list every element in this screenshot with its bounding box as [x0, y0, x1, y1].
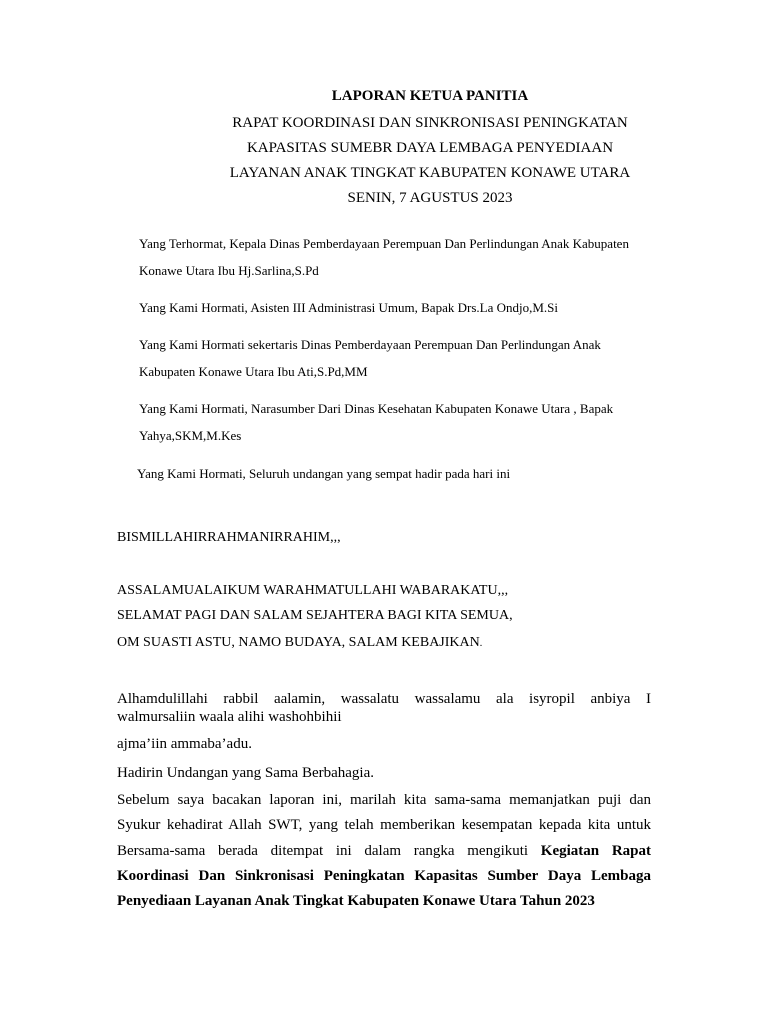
paragraph-1-line-1: Sebelum saya bacakan laporan ini, marilah kita sama-sama memanjatkan puji dan — [117, 792, 651, 808]
alhamdulillah-paragraph — [117, 690, 651, 726]
greeting-4-line-1: Yang Kami Hormati, Narasumber Dari Dinas Kesehatan Kabupaten Konawe Utara , Bapak — [139, 401, 614, 416]
event-title-line-1: RAPAT KOORDINASI DAN SINKRONISASI PENINGKATAN — [232, 115, 628, 131]
paragraph-1-line-3-bold: Kegiatan Rapat — [540, 843, 651, 859]
paragraph-1-line-3 — [117, 843, 651, 860]
salam-line-3-text: OM SUASTI ASTU, NAMO BUDAYA, SALAM KEBAJIKAN — [117, 635, 480, 650]
paragraph-1-line-4: Koordinasi Dan Sinkronisasi Peningkatan Kapasitas Sumber Daya Lembaga — [117, 868, 651, 884]
greeting-4-line-2: Yahya,SKM,M.Kes — [139, 428, 242, 443]
paragraph-1-line-3-plain: Bersama-sama berada ditempat ini dalam rangka mengikuti — [117, 843, 529, 859]
paragraph-1-line-5: Penyediaan Layanan Anak Tingkat Kabupaten Konawe Utara Tahun 2023 — [117, 893, 595, 909]
event-title-line-3: LAYANAN ANAK TINGKAT KABUPATEN KONAWE UTARA — [229, 165, 631, 181]
event-date: SENIN, 7 AGUSTUS 2023 — [347, 190, 513, 206]
greeting-3-line-2: Kabupaten Konawe Utara Ibu Ati,S.Pd,MM — [139, 364, 368, 379]
salam-line-1: ASSALAMUALAIKUM WARAHMATULLAHI WABARAKATU,,, — [117, 583, 509, 598]
paragraph-1-line-2: Syukur kehadirat Allah SWT, yang telah memberikan kesempatan kepada kita untuk — [117, 817, 651, 833]
salam-line-3-dot: . — [479, 638, 483, 649]
alhamdulillah-line-2: walmursaliin waala alihi washohbihii — [117, 709, 342, 725]
ajmain-line: ajma’iin ammaba’adu. — [117, 736, 252, 752]
alhamdulillah-line-1: Alhamdulillahi rabbil aalamin, wassalatu wassalamu ala isyropil anbiya I — [117, 691, 651, 707]
greeting-1-line-2: Konawe Utara Ibu Hj.Sarlina,S.Pd — [139, 263, 319, 278]
greeting-3-line-1: Yang Kami Hormati sekertaris Dinas Pemberdayaan Perempuan Dan Perlindungan Anak — [139, 337, 601, 352]
greeting-5: Yang Kami Hormati, Seluruh undangan yang sempat hadir pada hari ini — [137, 466, 511, 481]
hadirin-line: Hadirin Undangan yang Sama Berbahagia. — [117, 765, 374, 781]
report-title: LAPORAN KETUA PANITIA — [331, 88, 529, 104]
bismillah: BISMILLAHIRRAHMANIRRAHIM,,, — [117, 530, 341, 545]
salam-line-3 — [117, 635, 482, 651]
greeting-2: Yang Kami Hormati, Asisten III Administrasi Umum, Bapak Drs.La Ondjo,M.Si — [139, 300, 558, 315]
event-title-line-2: KAPASITAS SUMEBR DAYA LEMBAGA PENYEDIAAN — [246, 140, 614, 156]
salam-line-2: SELAMAT PAGI DAN SALAM SEJAHTERA BAGI KITA SEMUA, — [117, 608, 513, 623]
greeting-1-line-1: Yang Terhormat, Kepala Dinas Pemberdayaan Perempuan Dan Perlindungan Anak Kabupaten — [139, 236, 629, 251]
